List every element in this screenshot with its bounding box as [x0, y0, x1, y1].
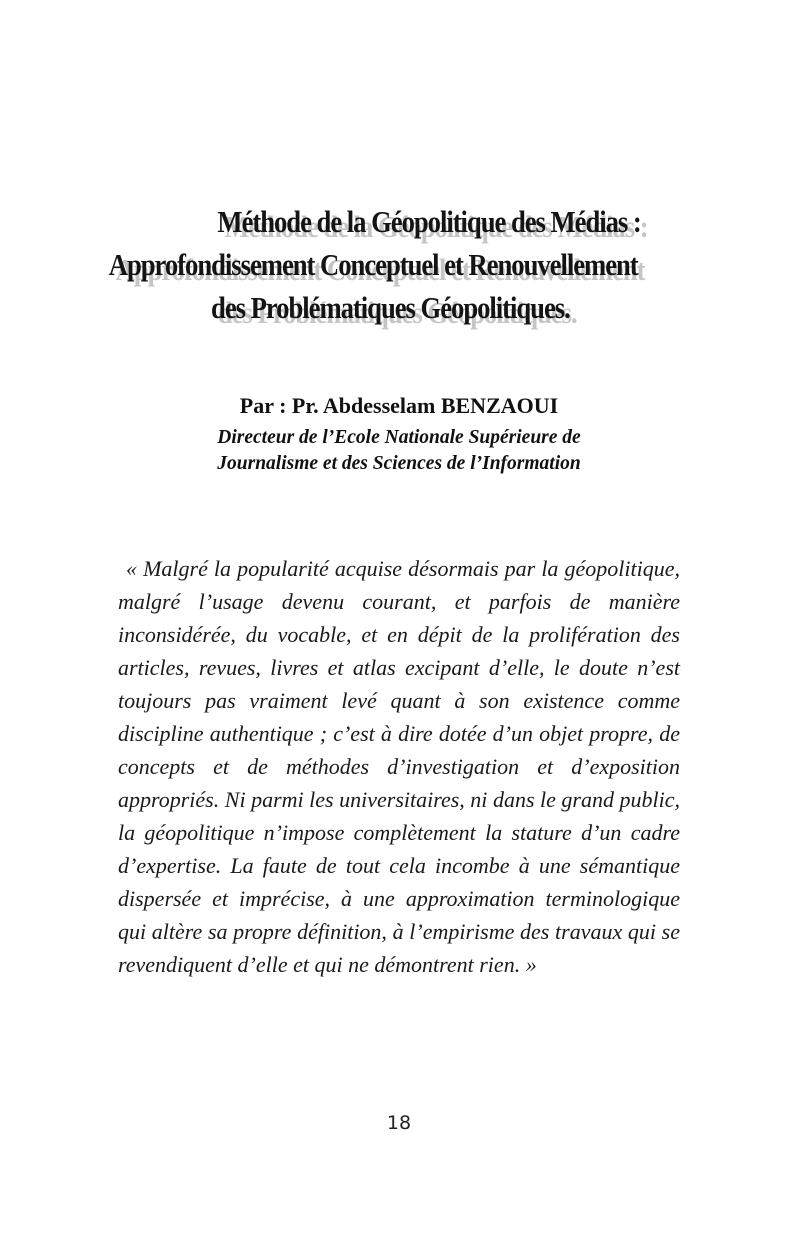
author-affiliation [0, 425, 798, 477]
title-line-3: des Problématiques Géopolitiques. [211, 290, 570, 325]
title-line-1: Méthode de la Géopolitique des Médias : [217, 204, 641, 239]
affiliation-line-2: Journalisme et des Sciences de l’Information [217, 453, 581, 474]
page-number: 18 [386, 1112, 412, 1134]
author-line: Par : Pr. Abdesselam BENZAOUI [239, 393, 559, 418]
affiliation-line-1: Directeur de l’Ecole Nationale Supérieure de [217, 427, 581, 448]
article-title [107, 200, 690, 329]
quote-text: « Malgré la popularité acquise désormais par la géopolitique, malgré l’usage devenu courant, et parfois de manière inconsidérée, du vocable, et en dépit de la prolifération des articles, revues, livres et atlas excipant d’elle, le doute n’est toujours pas vraiment levé quant à son existence comme discipline authentique ; c’est à dire dotée d’un objet propre, de concepts et de méthodes d’investigation et d’exposition appropriés. Ni parmi les universitaires, ni dans le grand public, la géopolitique n’impose complètement la stature d’un cadre d’expertise. La faute de tout cela incombe à une sémantique dispersée et imprécise, à une approximation terminologique qui altère sa propre définition, à l’empirisme des travaux qui se revendiquent d’elle et qui ne démontrent rien. » [118, 556, 680, 977]
title-line-2: Approfondissement Conceptuel et Renouvellement [108, 247, 638, 282]
epigraph-quote [118, 552, 680, 981]
